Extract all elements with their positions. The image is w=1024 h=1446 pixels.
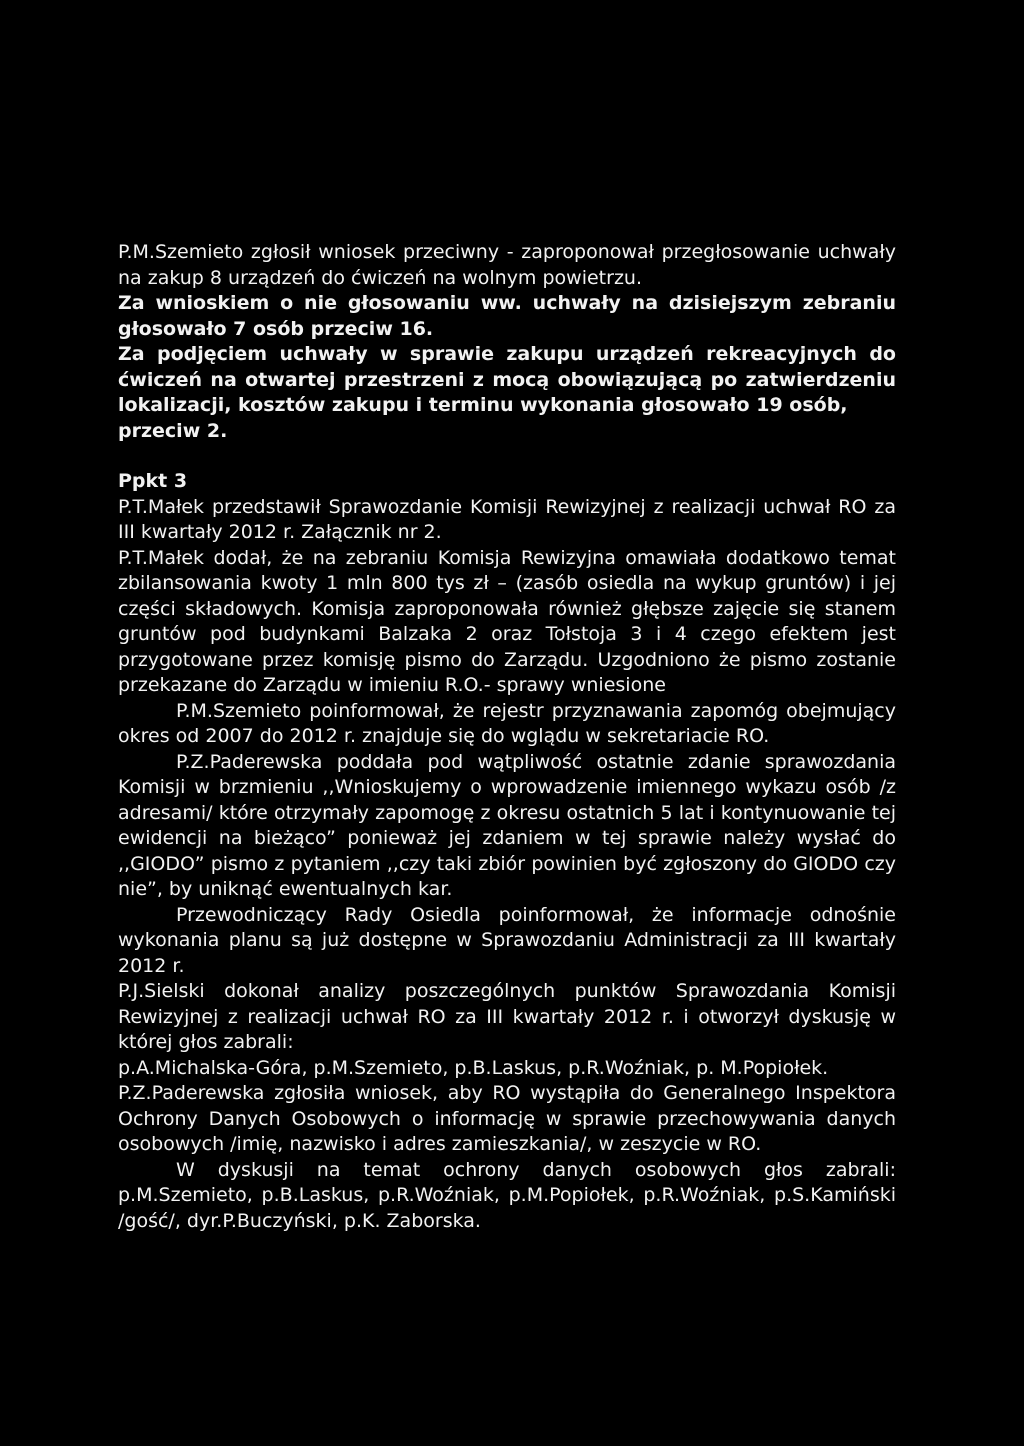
paragraph-malek-dodal: P.T.Małek dodał, że na zebraniu Komisja Rewizyjna omawiała dodatkowo temat zbilansowania kwoty 1 mln 800 tys zł – (zasób osiedla na wykup gruntów) i jej części składowych. Komisja zaproponowała również głębsze zajęcie się stanem gruntów pod budynkami Balzaka 2 oraz Tołstoja 3 i 4 czego efektem jest przygotowane przez komisję pismo do Zarządu. Uzgodniono że pismo zostanie przekazane do Zarządu w imieniu R.O.- sprawy wniesione	[118, 546, 896, 696]
paragraph-paderewska-wniosek: P.Z.Paderewska zgłosiła wniosek, aby RO wystąpiła do Generalnego Inspektora Ochrony Danych Osobowych o informację w sprawie przechowywania danych osobowych /imię, nazwisko i adres zamieszkania/, w zeszycie w RO.	[118, 1082, 896, 1155]
spacer	[118, 444, 896, 469]
paragraph-speakers-list-1: p.A.Michalska-Góra, p.M.Szemieto, p.B.Laskus, p.R.Woźniak, p. M.Popiołek.	[118, 1056, 829, 1079]
paragraph-szemieto-wniosek: P.M.Szemieto zgłosił wniosek przeciwny - zaproponował przegłosowanie uchwały na zakup 8 urządzeń do ćwiczeń na wolnym powietrzu.	[118, 241, 896, 289]
paragraph-vote-result-2: Za podjęciem uchwały w sprawie zakupu urządzeń rekreacyjnych do ćwiczeń na otwartej przestrzeni z mocą obowiązującą po zatwierdzeniu lokalizacji, kosztów zakupu i terminu wykonania głosowało 19 osób,	[118, 343, 896, 416]
section-heading: Ppkt 3	[118, 470, 188, 492]
paragraph-szemieto-rejestr: P.M.Szemieto poinformował, że rejestr przyznawania zapomóg obejmujący okres od 2007 do 2012 r. znajduje się do wglądu w sekretariacie RO.	[118, 699, 896, 747]
document-page	[118, 240, 896, 1234]
paragraph-malek-sprawozdanie: P.T.Małek przedstawił Sprawozdanie Komisji Rewizyjnej z realizacji uchwał RO za III kwartały 2012 r. Załącznik nr 2.	[118, 495, 896, 543]
paragraph-paderewska-watpliwosc: P.Z.Paderewska poddała pod wątpliwość ostatnie zdanie sprawozdania Komisji w brzmieniu ,,Wnioskujemy o wprowadzenie imiennego wykazu osób /z adresami/ które otrzymały zapomogę z okresu ostatnich 5 lat i kontynuowanie tej ewidencji na bieżąco” ponieważ jej zdaniem w tej sprawie należy wysłać do ,,GIODO” pismo z pytaniem ,,czy taki zbiór powinien być zgłoszony do GIODO czy nie”, by uniknąć ewentualnych kar.	[118, 750, 896, 900]
paragraph-vote-against: przeciw 2.	[118, 419, 228, 442]
paragraph-sielski-analiza: P.J.Sielski dokonał analizy poszczególnych punktów Sprawozdania Komisji Rewizyjnej z realizacji uchwał RO za III kwartały 2012 r. i otworzył dyskusję w której głos zabrali:	[118, 980, 896, 1053]
paragraph-vote-result-1: Za wnioskiem o nie głosowaniu ww. uchwały na dzisiejszym zebraniu głosowało 7 osób przeciw 16.	[118, 292, 896, 340]
paragraph-speakers-list-2: W dyskusji na temat ochrony danych osobowych głos zabrali: p.M.Szemieto, p.B.Laskus, p.R.Woźniak, p.M.Popiołek, p.R.Woźniak, p.S.Kamiński /gość/, dyr.P.Buczyński, p.K. Zaborska.	[118, 1158, 896, 1232]
paragraph-przewodniczacy: Przewodniczący Rady Osiedla poinformował, że informacje odnośnie wykonania planu są już dostępne w Sprawozdaniu Administracji za III kwartały 2012 r.	[118, 903, 896, 977]
